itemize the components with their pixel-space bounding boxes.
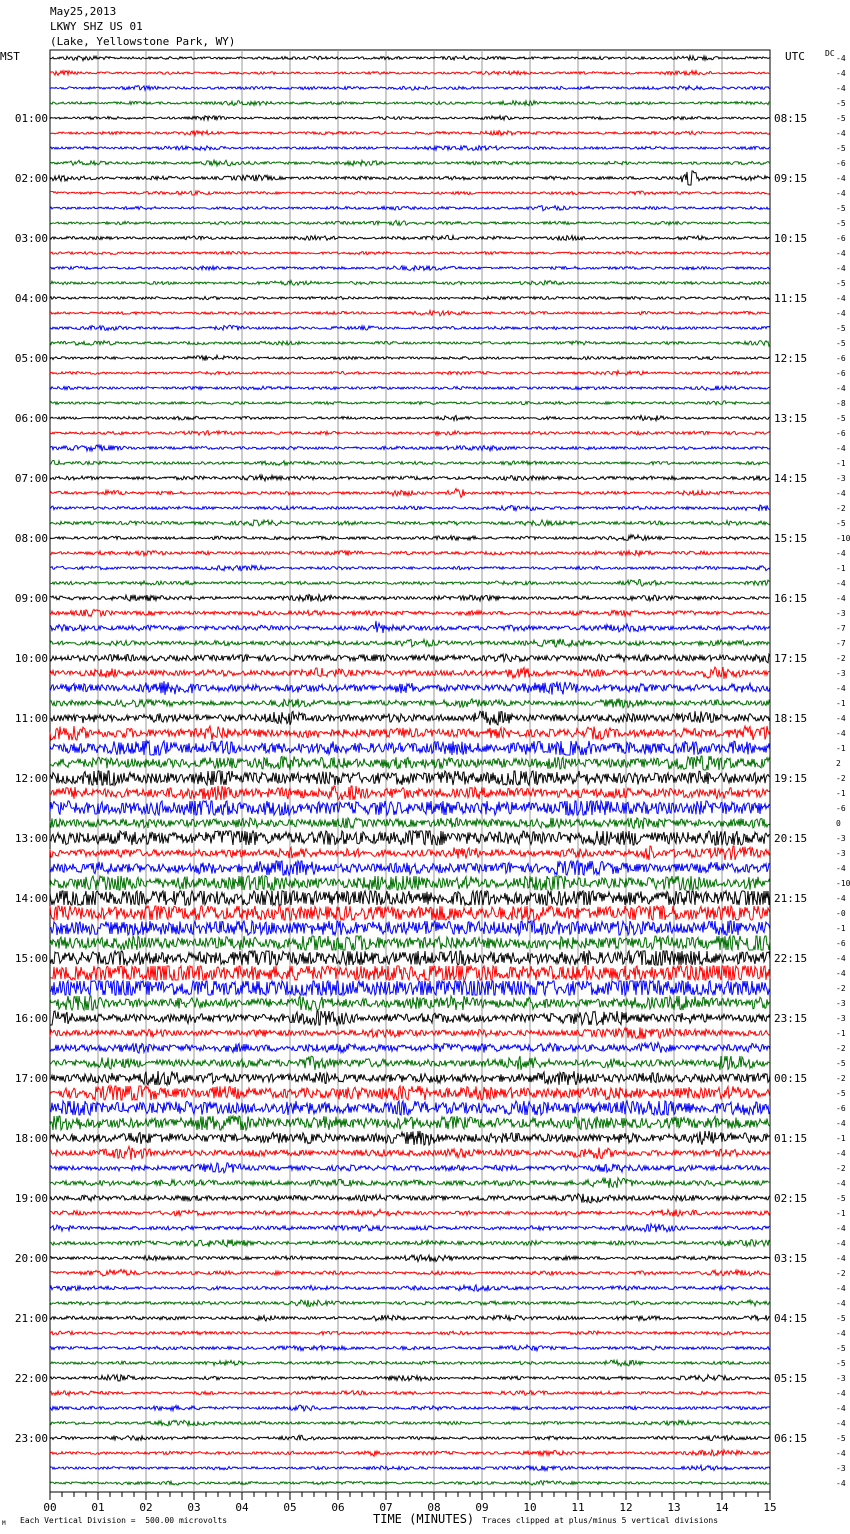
seismic-trace: [50, 1450, 770, 1456]
left-hour-label: 22:00: [14, 1372, 48, 1385]
seismic-trace: [50, 1056, 770, 1070]
seismic-trace: [50, 1420, 770, 1426]
dc-label: DC: [825, 49, 835, 58]
left-hour-label: 17:00: [14, 1072, 48, 1085]
seismic-trace: [50, 1027, 770, 1039]
dc-offset-label: 2: [836, 759, 841, 768]
seismic-trace: [50, 698, 770, 707]
dc-offset-label: -4: [836, 264, 846, 273]
left-hour-label: 01:00: [14, 112, 48, 125]
seismic-trace: [50, 1116, 770, 1130]
seismic-trace: [50, 146, 770, 151]
dc-offset-label: -1: [836, 924, 846, 933]
seismic-trace: [50, 505, 770, 511]
dc-offset-label: -4: [836, 714, 846, 723]
dc-offset-label: -3: [836, 999, 846, 1008]
dc-offset-label: -10: [836, 534, 850, 543]
seismic-trace: [50, 1255, 770, 1262]
dc-offset-label: -5: [836, 1089, 846, 1098]
dc-offset-label: -6: [836, 939, 846, 948]
seismic-trace: [50, 1163, 770, 1173]
dc-offset-label: -3: [836, 669, 846, 678]
x-tick-label: 13: [667, 1501, 681, 1514]
seismic-trace: [50, 711, 770, 725]
seismic-trace: [50, 1345, 770, 1351]
dc-offset-label: -5: [836, 114, 846, 123]
dc-offset-label: -4: [836, 1119, 846, 1128]
seismic-trace: [50, 1101, 770, 1115]
dc-offset-label: -4: [836, 129, 846, 138]
left-hour-label: 02:00: [14, 172, 48, 185]
dc-offset-label: -4: [836, 894, 846, 903]
seismic-trace: [50, 996, 770, 1010]
seismic-trace: [50, 475, 770, 481]
seismic-trace: [50, 431, 770, 435]
dc-offset-label: -0: [836, 909, 846, 918]
dc-offset-label: -1: [836, 699, 846, 708]
dc-offset-label: -4: [836, 309, 846, 318]
x-tick-label: 07: [379, 1501, 393, 1514]
dc-offset-label: -5: [836, 204, 846, 213]
seismic-trace: [50, 966, 770, 980]
dc-offset-label: -4: [836, 1404, 846, 1413]
dc-offset-label: -5: [836, 324, 846, 333]
dc-offset-label: -4: [836, 69, 846, 78]
dc-offset-label: -4: [836, 249, 846, 258]
left-hour-label: 14:00: [14, 892, 48, 905]
left-hour-label: 18:00: [14, 1132, 48, 1145]
x-tick-label: 15: [763, 1501, 777, 1514]
x-tick-label: 10: [523, 1501, 537, 1514]
x-tick-label: 03: [187, 1501, 201, 1514]
seismic-trace: [50, 1360, 770, 1366]
seismic-trace: [50, 310, 770, 316]
dc-offset-label: -4: [836, 594, 846, 603]
seismic-trace: [50, 891, 770, 905]
seismic-trace: [50, 876, 770, 890]
seismic-trace: [50, 1481, 770, 1486]
dc-offset-label: -5: [836, 1059, 846, 1068]
seismic-trace: [50, 460, 770, 465]
seismic-trace: [50, 936, 770, 950]
dc-offset-label: -7: [836, 624, 846, 633]
dc-offset-label: -4: [836, 1254, 846, 1263]
dc-offset-label: -2: [836, 1074, 846, 1083]
clip-note: Traces clipped at plus/minus 5 vertical divisions: [482, 1516, 719, 1525]
seismic-trace: [50, 1042, 770, 1053]
right-hour-label: 12:15: [774, 352, 808, 365]
dc-offset-label: -8: [836, 399, 846, 408]
scale-note: Each Vertical Division = 500.00 microvolts: [20, 1516, 228, 1525]
seismic-trace: [50, 565, 770, 570]
seismic-trace: [50, 386, 770, 391]
right-hour-label: 23:15: [774, 1012, 808, 1025]
seismic-trace: [50, 1315, 770, 1321]
right-hour-label: 22:15: [774, 952, 808, 965]
dc-offset-label: -2: [836, 1269, 846, 1278]
seismic-trace: [50, 281, 770, 286]
left-timezone-label: MST: [0, 50, 20, 63]
dc-offset-label: -2: [836, 774, 846, 783]
left-hour-label: 09:00: [14, 592, 48, 605]
seismic-trace: [50, 1194, 770, 1203]
seismic-trace: [50, 1435, 770, 1440]
right-hour-label: 03:15: [774, 1252, 808, 1265]
right-hour-label: 17:15: [774, 652, 808, 665]
dc-offset-label: -3: [836, 1014, 846, 1023]
seismic-trace: [50, 1269, 770, 1276]
dc-offset-label: -6: [836, 1104, 846, 1113]
left-hour-label: 07:00: [14, 472, 48, 485]
axis-labels: [15, 54, 850, 1514]
dc-offset-label: -6: [836, 354, 846, 363]
seismic-trace: [50, 415, 770, 420]
dc-offset-label: -4: [836, 1179, 846, 1188]
seismic-trace: [50, 921, 770, 935]
dc-offset-label: -5: [836, 1314, 846, 1323]
seismic-trace: [50, 1178, 770, 1188]
seismic-trace: [50, 801, 770, 815]
dc-offset-label: -3: [836, 834, 846, 843]
right-hour-label: 13:15: [774, 412, 808, 425]
left-hour-label: 06:00: [14, 412, 48, 425]
dc-offset-label: -5: [836, 1359, 846, 1368]
seismic-trace: [50, 171, 770, 185]
seismic-trace: [50, 355, 770, 360]
x-tick-label: 09: [475, 1501, 489, 1514]
seismic-trace: [50, 756, 770, 770]
seismic-trace: [50, 1331, 770, 1335]
seismic-trace: [50, 101, 770, 106]
right-hour-label: 18:15: [774, 712, 808, 725]
corner-mark: M: [2, 1520, 6, 1527]
chart-date: May25,2013: [50, 5, 117, 18]
seismic-trace: [50, 266, 770, 271]
seismic-trace: [50, 771, 770, 785]
x-tick-label: 04: [235, 1501, 249, 1514]
dc-offset-label: -4: [836, 84, 846, 93]
dc-offset-label: -5: [836, 219, 846, 228]
left-hour-label: 12:00: [14, 772, 48, 785]
dc-offset-label: -4: [836, 489, 846, 498]
dc-offset-label: -4: [836, 864, 846, 873]
seismic-trace: [50, 56, 770, 61]
seismic-trace: [50, 818, 770, 829]
left-hour-label: 16:00: [14, 1012, 48, 1025]
dc-offset-label: -6: [836, 429, 846, 438]
seismic-trace: [50, 325, 770, 330]
seismic-trace: [50, 681, 770, 695]
dc-offset-label: -1: [836, 789, 846, 798]
seismic-trace: [50, 1405, 770, 1411]
dc-offset-label: -7: [836, 639, 846, 648]
minute-gridlines: [50, 50, 770, 1492]
dc-offset-label: -10: [836, 879, 850, 888]
dc-offset-label: -4: [836, 549, 846, 558]
seismic-trace: [50, 580, 770, 587]
x-tick-label: 08: [427, 1501, 441, 1514]
right-hour-label: 14:15: [774, 472, 808, 485]
seismic-trace: [50, 520, 770, 526]
dc-offset-label: -4: [836, 1329, 846, 1338]
right-hour-label: 11:15: [774, 292, 808, 305]
dc-offset-label: -5: [836, 1344, 846, 1353]
right-hour-label: 21:15: [774, 892, 808, 905]
x-tick-label: 00: [43, 1501, 57, 1514]
seismic-trace: [50, 86, 770, 91]
right-hour-label: 16:15: [774, 592, 808, 605]
right-hour-label: 02:15: [774, 1192, 808, 1205]
dc-offset-label: -4: [836, 684, 846, 693]
station-location: (Lake, Yellowstone Park, WY): [50, 35, 236, 48]
right-hour-label: 04:15: [774, 1312, 808, 1325]
dc-offset-label: -4: [836, 969, 846, 978]
seismic-trace: [50, 71, 770, 76]
left-hour-label: 19:00: [14, 1192, 48, 1205]
x-tick-label: 14: [715, 1501, 729, 1514]
dc-offset-label: -2: [836, 1164, 846, 1173]
dc-offset-label: -4: [836, 294, 846, 303]
seismic-trace: [50, 726, 770, 740]
dc-offset-label: -4: [836, 729, 846, 738]
seismic-trace: [50, 1011, 770, 1025]
dc-offset-label: -4: [836, 1389, 846, 1398]
seismic-trace: [50, 667, 770, 679]
seismic-trace: [50, 1131, 770, 1145]
dc-offset-label: -1: [836, 459, 846, 468]
left-hour-label: 13:00: [14, 832, 48, 845]
seismic-trace: [50, 1071, 770, 1085]
left-hour-label: 10:00: [14, 652, 48, 665]
seismic-trace: [50, 609, 770, 616]
dc-offset-label: -3: [836, 1464, 846, 1473]
dc-offset-label: -1: [836, 1134, 846, 1143]
right-hour-label: 15:15: [774, 532, 808, 545]
seismic-trace: [50, 595, 770, 602]
dc-offset-label: -4: [836, 1284, 846, 1293]
dc-offset-label: -5: [836, 414, 846, 423]
dc-offset-label: -3: [836, 609, 846, 618]
right-hour-label: 09:15: [774, 172, 808, 185]
dc-offset-label: -4: [836, 189, 846, 198]
seismic-trace: [50, 831, 770, 845]
left-hour-label: 11:00: [14, 712, 48, 725]
seismic-trace: [50, 550, 770, 556]
seismic-trace: [50, 786, 770, 800]
left-hour-label: 15:00: [14, 952, 48, 965]
seismic-trace: [50, 297, 770, 300]
dc-offset-label: -4: [836, 444, 846, 453]
seismic-trace: [50, 371, 770, 376]
dc-offset-label: -3: [836, 849, 846, 858]
left-hour-label: 23:00: [14, 1432, 48, 1445]
seismic-trace: [50, 1285, 770, 1291]
dc-offset-label: -5: [836, 1434, 846, 1443]
x-tick-label: 05: [283, 1501, 297, 1514]
seismic-trace: [50, 1146, 770, 1159]
right-hour-label: 06:15: [774, 1432, 808, 1445]
right-hour-label: 20:15: [774, 832, 808, 845]
dc-offset-label: -4: [836, 1419, 846, 1428]
dc-offset-label: -4: [836, 174, 846, 183]
dc-offset-label: -6: [836, 369, 846, 378]
left-hour-label: 04:00: [14, 292, 48, 305]
right-timezone-label: UTC: [785, 50, 805, 63]
dc-offset-label: -4: [836, 54, 846, 63]
dc-offset-label: -4: [836, 1239, 846, 1248]
seismic-trace: [50, 741, 770, 755]
seismic-trace: [50, 130, 770, 135]
seismic-trace: [50, 1239, 770, 1246]
seismic-trace: [50, 401, 770, 405]
dc-offset-label: -6: [836, 234, 846, 243]
dc-offset-label: -2: [836, 1044, 846, 1053]
dc-offset-label: -3: [836, 1374, 846, 1383]
seismic-trace: [50, 116, 770, 120]
left-hour-label: 05:00: [14, 352, 48, 365]
dc-offset-label: -4: [836, 1149, 846, 1158]
seismic-trace: [50, 906, 770, 920]
seismic-traces: [50, 56, 770, 1485]
dc-offset-label: -4: [836, 1449, 846, 1458]
seismic-trace: [50, 251, 770, 254]
seismic-trace: [50, 951, 770, 965]
seismic-trace: [50, 1224, 770, 1232]
dc-offset-label: -4: [836, 954, 846, 963]
right-hour-label: 01:15: [774, 1132, 808, 1145]
dc-offset-label: -4: [836, 579, 846, 588]
seismic-trace: [50, 1375, 770, 1382]
dc-offset-label: -1: [836, 1029, 846, 1038]
x-tick-label: 11: [571, 1501, 585, 1514]
right-hour-label: 05:15: [774, 1372, 808, 1385]
seismic-trace: [50, 846, 770, 860]
dc-offset-label: -4: [836, 1299, 846, 1308]
seismic-trace: [50, 191, 770, 195]
x-tick-label: 02: [139, 1501, 153, 1514]
seismic-trace: [50, 1300, 770, 1306]
right-hour-label: 10:15: [774, 232, 808, 245]
dc-offset-label: -1: [836, 564, 846, 573]
dc-offset-label: -5: [836, 519, 846, 528]
left-hour-label: 21:00: [14, 1312, 48, 1325]
seismic-trace: [50, 981, 770, 995]
seismic-trace: [50, 621, 770, 633]
dc-offset-label: -5: [836, 279, 846, 288]
dc-offset-label: -5: [836, 1194, 846, 1203]
seismic-trace: [50, 639, 770, 647]
right-hour-label: 19:15: [774, 772, 808, 785]
x-axis-title: TIME (MINUTES): [373, 1512, 475, 1526]
dc-offset-label: -2: [836, 504, 846, 513]
dc-offset-label: 0: [836, 819, 841, 828]
dc-offset-label: -5: [836, 144, 846, 153]
seismic-trace: [50, 1209, 770, 1216]
dc-offset-label: -4: [836, 1479, 846, 1488]
seismic-trace: [50, 535, 770, 541]
right-hour-label: 00:15: [774, 1072, 808, 1085]
seismic-trace: [50, 861, 770, 875]
left-hour-label: 20:00: [14, 1252, 48, 1265]
seismic-trace: [50, 1465, 770, 1470]
dc-offset-label: -4: [836, 384, 846, 393]
seismic-trace: [50, 445, 770, 451]
dc-offset-label: -2: [836, 654, 846, 663]
dc-offset-label: -3: [836, 474, 846, 483]
seismic-trace: [50, 235, 770, 240]
dc-offset-label: -6: [836, 159, 846, 168]
right-hour-label: 08:15: [774, 112, 808, 125]
seismic-trace: [50, 489, 770, 498]
seismic-trace: [50, 654, 770, 663]
seismic-trace: [50, 160, 770, 166]
dc-offset-label: -1: [836, 1209, 846, 1218]
left-hour-label: 03:00: [14, 232, 48, 245]
dc-offset-label: -5: [836, 339, 846, 348]
dc-offset-label: -2: [836, 984, 846, 993]
left-hour-label: 08:00: [14, 532, 48, 545]
x-tick-label: 01: [91, 1501, 105, 1514]
x-tick-label: 12: [619, 1501, 633, 1514]
dc-offset-label: -6: [836, 804, 846, 813]
plot-frame: [50, 50, 770, 1492]
seismic-trace: [50, 220, 770, 225]
seismic-trace: [50, 341, 770, 346]
x-tick-label: 06: [331, 1501, 345, 1514]
seismic-trace: [50, 206, 770, 211]
seismic-trace: [50, 1391, 770, 1396]
dc-offset-label: -5: [836, 99, 846, 108]
dc-offset-label: -4: [836, 1224, 846, 1233]
station-name: LKWY SHZ US 01: [50, 20, 143, 33]
seismic-trace: [50, 1086, 770, 1100]
dc-offset-label: -1: [836, 744, 846, 753]
